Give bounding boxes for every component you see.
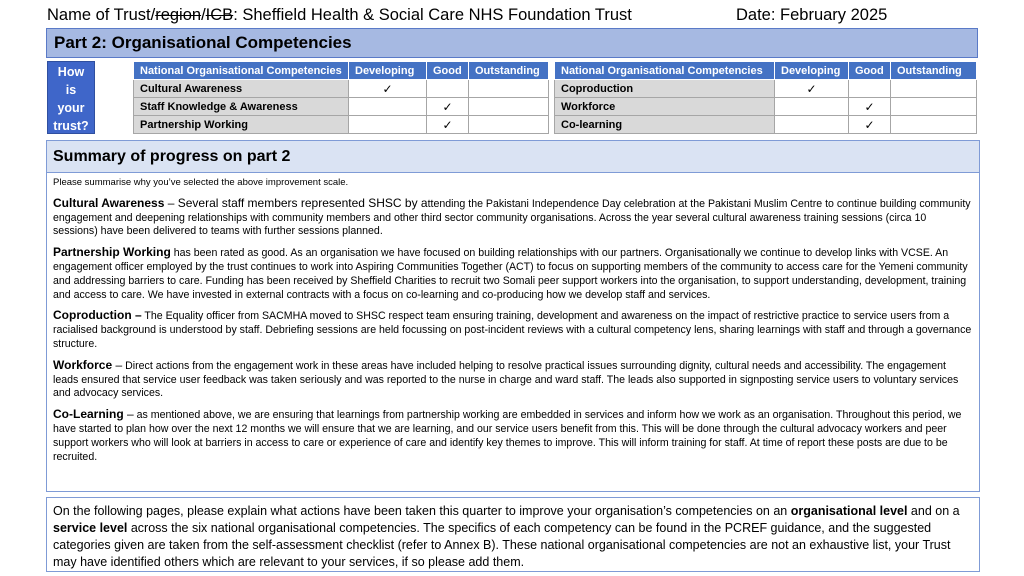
checkmark-icon: ✓ xyxy=(864,117,875,132)
section-text: The Equality officer from SACMHA moved to SHSC respect team ensuring training, development and awareness on the impact of restrictive practice to service users from a racialised background is understood by staff. Debriefing sessions are held focussing on post-incident reviews with a cultural competency lens, sharing learnings with staff and through a governance structure. xyxy=(53,310,972,350)
section-text: has been rated as good. As an organisation we have focused on building relationships with our partners. Organisationally we continue to develop links with VCSE. An engagement officer employed by the trust continues to work into Aspiring Communities Together (ACT) to focus on supporting members of the community to access care for the Yemeni community and addressing barriers to care. Funding has been received by Sheffield Charities to recruit two Somali peer support workers into the organisation, to support understanding, development, training and access to care. We have invested in external contracts with a focus on co-learning and co-producing how we develop staff and services. xyxy=(53,247,968,301)
rating-cell-outstanding xyxy=(469,98,549,116)
section-text: ttending the Pakistani Independence Day celebration at the Pakistani Muslim Centre to continue building community engagement and deepening relationships with community members and other third sector community organisations. Across the year several cultural awareness training sessions (circa 10 sessions) have been delivered to teams with further sessions planned. xyxy=(53,197,971,238)
column-header-outstanding: Outstanding xyxy=(891,62,977,80)
column-header-developing: Developing xyxy=(349,62,427,80)
checkmark-icon: ✓ xyxy=(442,117,453,132)
section-lead: – xyxy=(112,357,123,372)
header-icb-struck: ICB xyxy=(205,6,234,24)
rating-cell-developing xyxy=(349,116,427,134)
checkmark-icon: ✓ xyxy=(442,99,453,114)
competency-name: Co-learning xyxy=(555,116,775,134)
section-heading: Cultural Awareness xyxy=(53,195,165,210)
header-region-struck: region xyxy=(155,6,202,24)
summary-body xyxy=(47,173,979,464)
rating-cell-good xyxy=(427,116,469,134)
rating-cell-outstanding xyxy=(891,98,977,116)
instructions-footer xyxy=(46,497,980,572)
rating-cell-good xyxy=(427,98,469,116)
checkmark-icon: ✓ xyxy=(806,81,817,96)
how-label-line: trust? xyxy=(53,119,89,133)
competency-name: Cultural Awareness xyxy=(134,80,349,98)
section-heading: Co-Learning xyxy=(53,407,124,422)
competency-table-left xyxy=(133,61,549,134)
section-heading: Coproduction – xyxy=(53,308,142,323)
competency-table-right xyxy=(554,61,977,134)
header-prefix: Name of Trust/ xyxy=(47,6,156,24)
header-slash: / xyxy=(201,6,206,24)
table-header-row xyxy=(134,62,549,80)
summary-section-partnership-working xyxy=(53,246,973,302)
table-row xyxy=(134,80,549,98)
summary-title: Summary of progress on part 2 xyxy=(47,141,979,173)
header-trust-name: : Sheffield Health & Social Care NHS Foundation Trust xyxy=(233,6,632,24)
how-label-line: is xyxy=(65,83,77,97)
rating-cell-outstanding xyxy=(891,80,977,98)
rating-cell-good xyxy=(427,80,469,98)
how-is-your-trust-label xyxy=(47,61,95,134)
footer-text: On the following pages, please explain what actions have been taken this quarter to improve your organisation’s competencies on an xyxy=(53,504,791,518)
section-lead: – Several staff members represented SHSC by a xyxy=(164,195,428,210)
rating-cell-good xyxy=(849,98,891,116)
part-title: Part 2: Organisational Competencies xyxy=(46,28,978,58)
section-text: Direct actions from the engagement work in these areas have included helping to resolve practical issues surrounding dignity, cultural needs and accessibility. The engagement leads ensured that service user feedback was taken seriously and was reported to the nurse in charge and ward staff. The leads also supported in signposting service users to voluntary services and advocacy services. xyxy=(53,359,959,400)
rating-cell-good xyxy=(849,116,891,134)
rating-cell-outstanding xyxy=(469,116,549,134)
competency-name: Staff Knowledge & Awareness xyxy=(134,98,349,116)
rating-cell-outstanding xyxy=(469,80,549,98)
footer-text: across the six national organisational competencies. The specifics of each competency can be found in the PCREF guidance, and the suggested categories given are taken from the self-assessment checklist (refer to Annex B). These national organisational competencies are not an exhaustive list, your Trust may have identified others which are relevant to your services, if so please add them. xyxy=(53,521,951,569)
section-heading: Partnership Working xyxy=(53,245,171,260)
summary-section-cultural-awareness xyxy=(53,197,973,239)
table-row xyxy=(555,116,977,134)
rating-cell-developing xyxy=(349,98,427,116)
rating-cell-developing xyxy=(349,80,427,98)
checkmark-icon: ✓ xyxy=(864,99,875,114)
footer-bold-service-level: service level xyxy=(53,521,128,535)
rating-cell-good xyxy=(849,80,891,98)
column-header-good: Good xyxy=(427,62,469,80)
summary-panel xyxy=(46,140,980,492)
footer-text: and on a xyxy=(907,504,960,518)
how-label-line: your xyxy=(57,101,85,115)
checkmark-icon: ✓ xyxy=(382,81,393,96)
table-header-row xyxy=(555,62,977,80)
summary-section-coproduction xyxy=(53,309,973,351)
table-row xyxy=(555,80,977,98)
section-lead: – xyxy=(123,407,134,422)
header-date: Date: February 2025 xyxy=(736,6,888,24)
competency-name: Workforce xyxy=(555,98,775,116)
rating-cell-developing xyxy=(775,80,849,98)
summary-intro: Please summarise why you’ve selected the above improvement scale. xyxy=(53,177,349,188)
section-text: as mentioned above, we are ensuring that learnings from partnership working are embedded in services and inform how we work as an organisation. Throughout this period, we have started to plan how over the next 12 months we will ensure that we are learning, and our service users benefit from this. This will be done through the cultural advocacy workers and peer support workers who will look at barriers in access to care or experience of care and identify key themes to improve. This will inform training for staff. At time of report these posts are due to be recruited. xyxy=(53,409,962,463)
column-header-outstanding: Outstanding xyxy=(469,62,549,80)
column-header-competency: National Organisational Competencies xyxy=(555,62,775,80)
table-row xyxy=(134,98,549,116)
table-row xyxy=(134,116,549,134)
summary-section-co-learning xyxy=(53,408,973,464)
table-row xyxy=(555,98,977,116)
competency-name: Coproduction xyxy=(555,80,775,98)
how-label-line: How xyxy=(57,65,85,79)
footer-bold-organisational-level: organisational level xyxy=(790,504,908,518)
column-header-competency: National Organisational Competencies xyxy=(134,62,349,80)
rating-cell-developing xyxy=(775,98,849,116)
section-heading: Workforce xyxy=(53,357,113,372)
column-header-good: Good xyxy=(849,62,891,80)
column-header-developing: Developing xyxy=(775,62,849,80)
rating-cell-outstanding xyxy=(891,116,977,134)
rating-cell-developing xyxy=(775,116,849,134)
page-header xyxy=(47,6,977,28)
summary-section-workforce xyxy=(53,359,973,401)
competency-name: Partnership Working xyxy=(134,116,349,134)
